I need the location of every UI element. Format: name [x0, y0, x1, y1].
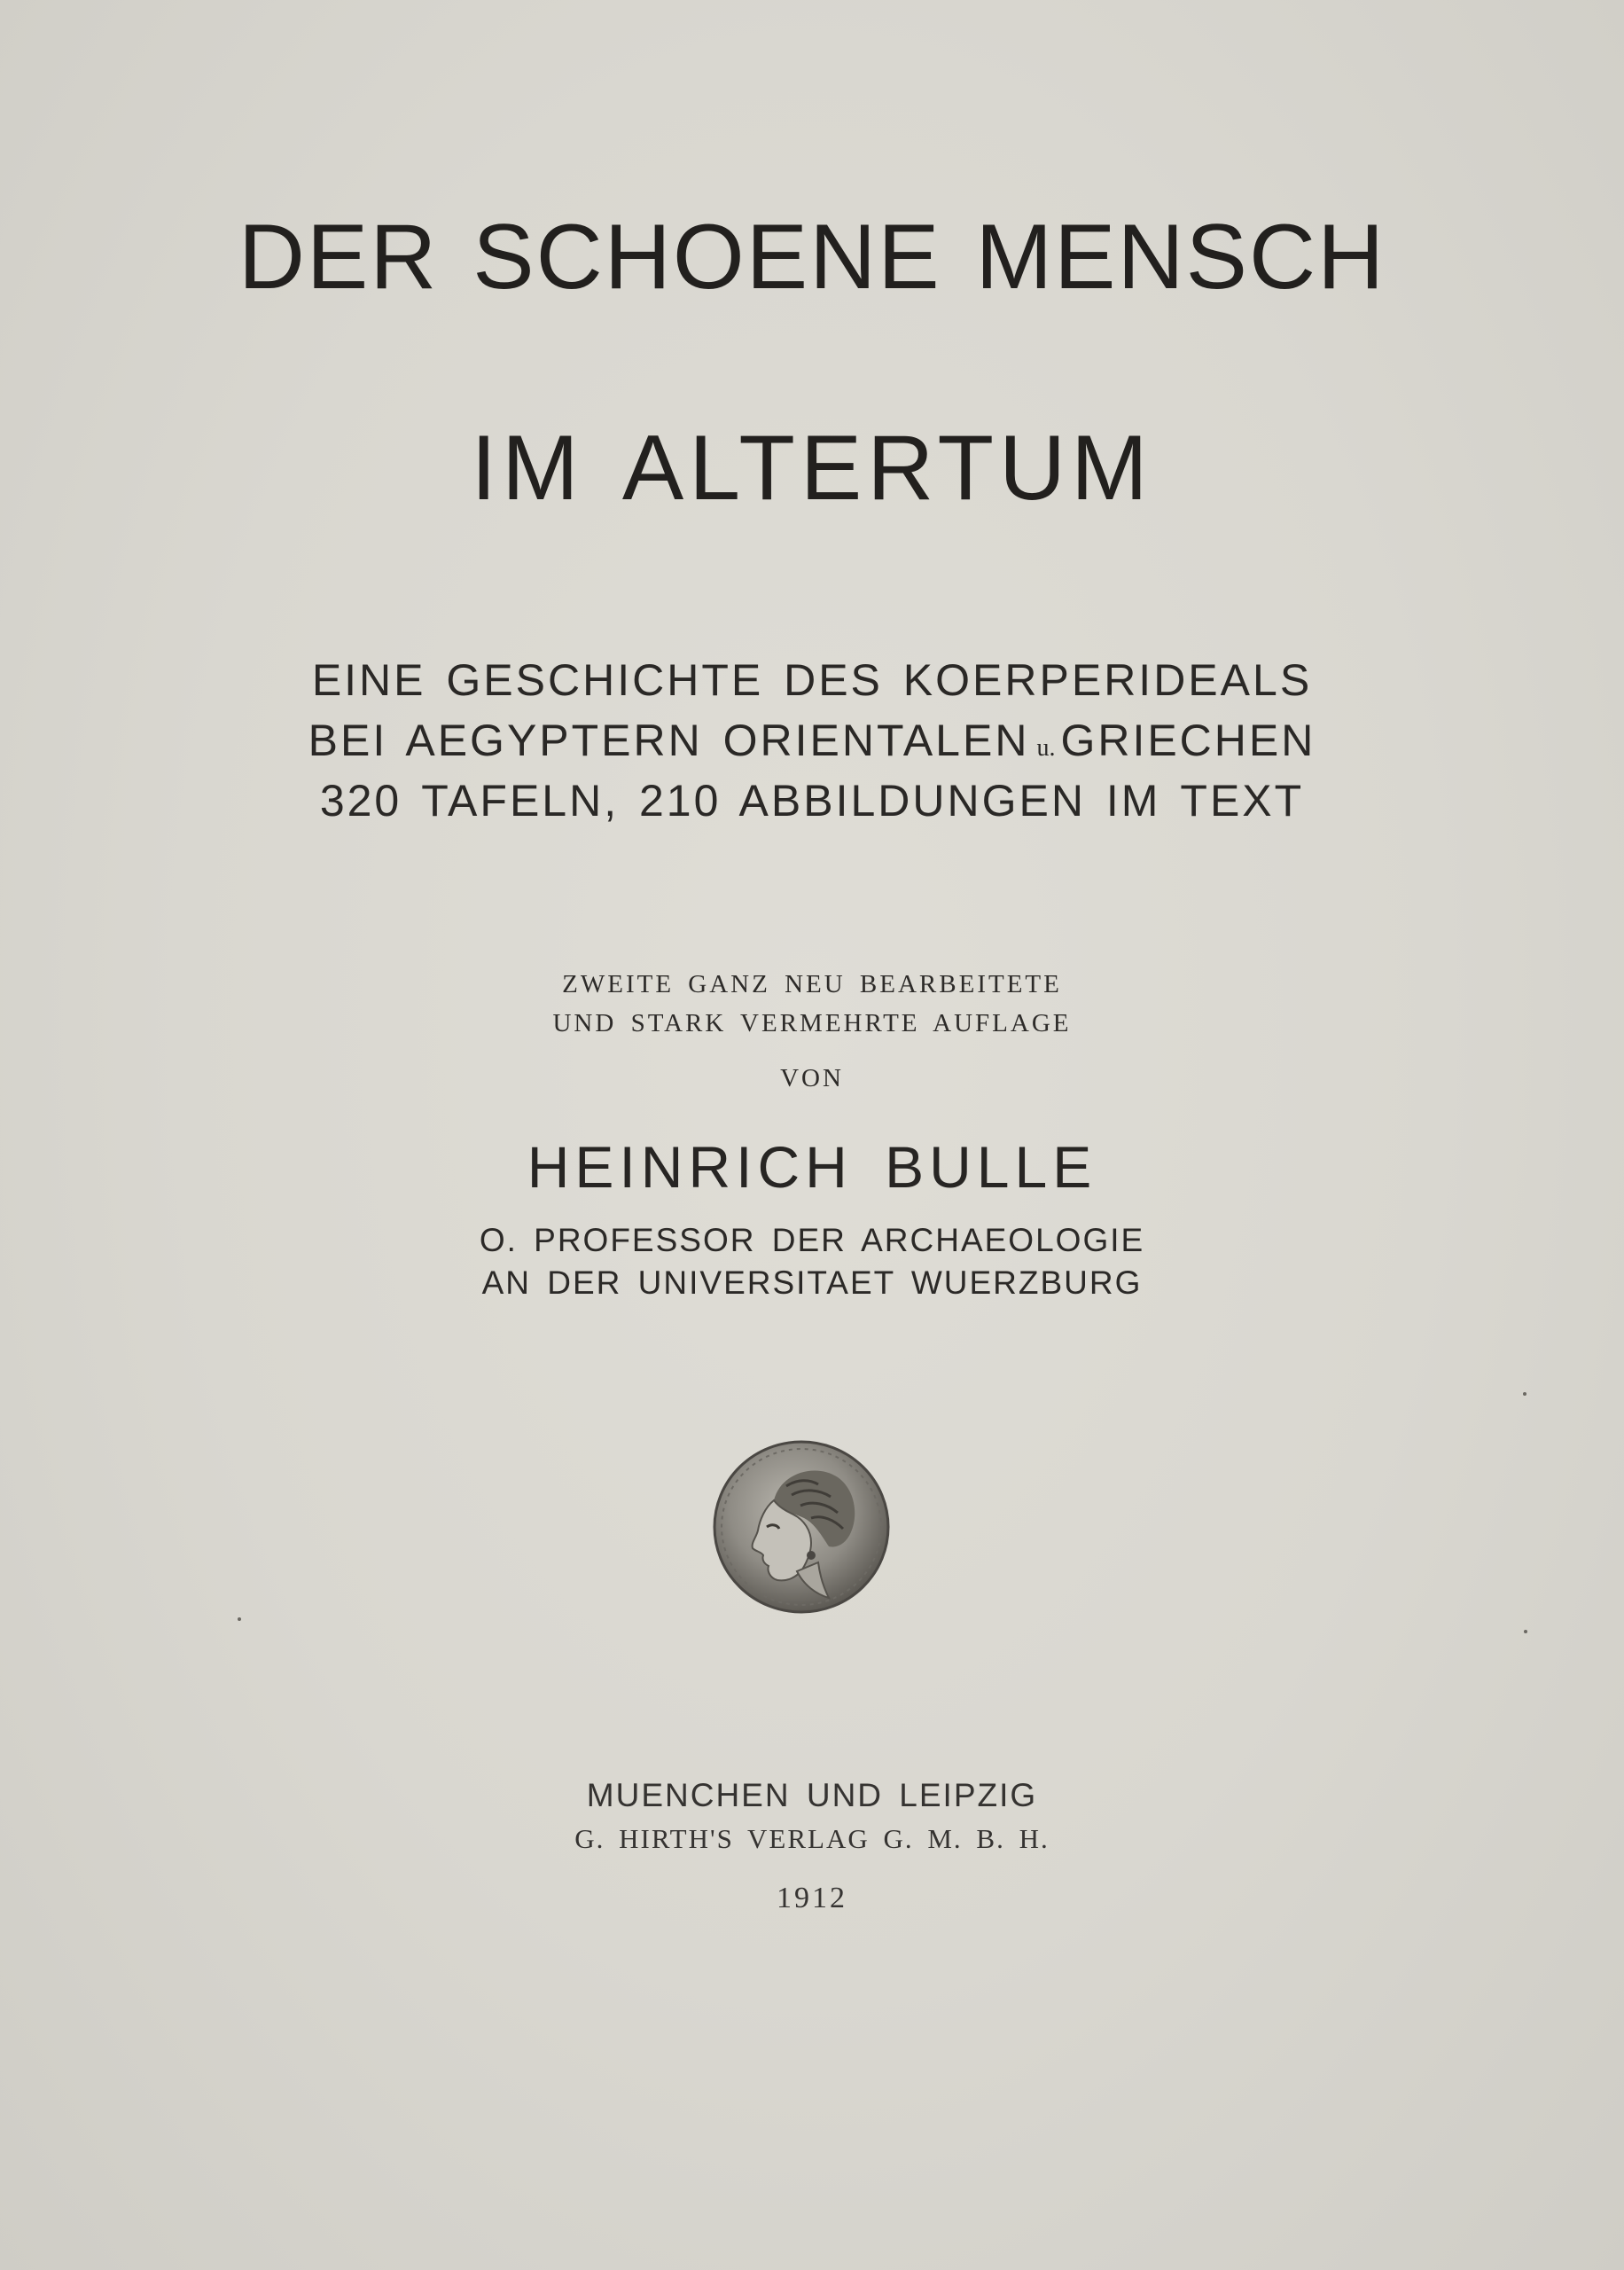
- author-affiliation-line-2: AN DER UNIVERSITAET WUERZBURG: [481, 1264, 1143, 1301]
- book-title-line-2: IM ALTERTUM: [471, 417, 1153, 520]
- author-affiliation-line-1: O. PROFESSOR DER ARCHAEOLOGIE: [479, 1222, 1145, 1258]
- imprint-place: MUENCHEN UND LEIPZIG: [586, 1777, 1038, 1813]
- coin-portrait-icon: [712, 1438, 891, 1616]
- subtitle-line-2: [0, 718, 1624, 763]
- by-line: VON: [780, 1064, 844, 1092]
- subtitle-line-3: 320 TAFELN, 210 ABBILDUNGEN IM TEXT: [319, 776, 1305, 826]
- imprint-publisher: G. HIRTH'S VERLAG G. M. B. H.: [574, 1823, 1050, 1854]
- book-title-line-1: DER SCHOENE MENSCH: [238, 206, 1386, 309]
- edition-line-1: ZWEITE GANZ NEU BEARBEITETE: [562, 970, 1062, 998]
- subtitle-line-1: EINE GESCHICHTE DES KOERPERIDEALS: [311, 655, 1313, 705]
- paper-speck: [1524, 1630, 1527, 1633]
- paper-speck: [1523, 1392, 1526, 1396]
- subtitle-abbreviation: u.: [1036, 734, 1056, 762]
- subtitle-line-2-part-1: BEI AEGYPTERN ORIENTALEN: [308, 716, 1030, 765]
- paper-speck: [238, 1617, 241, 1621]
- subtitle-line-2-part-2: GRIECHEN: [1060, 716, 1316, 765]
- author-name: HEINRICH BULLE: [527, 1134, 1097, 1200]
- edition-line-2: UND STARK VERMEHRTE AUFLAGE: [552, 1009, 1072, 1037]
- imprint-year: 1912: [777, 1882, 847, 1914]
